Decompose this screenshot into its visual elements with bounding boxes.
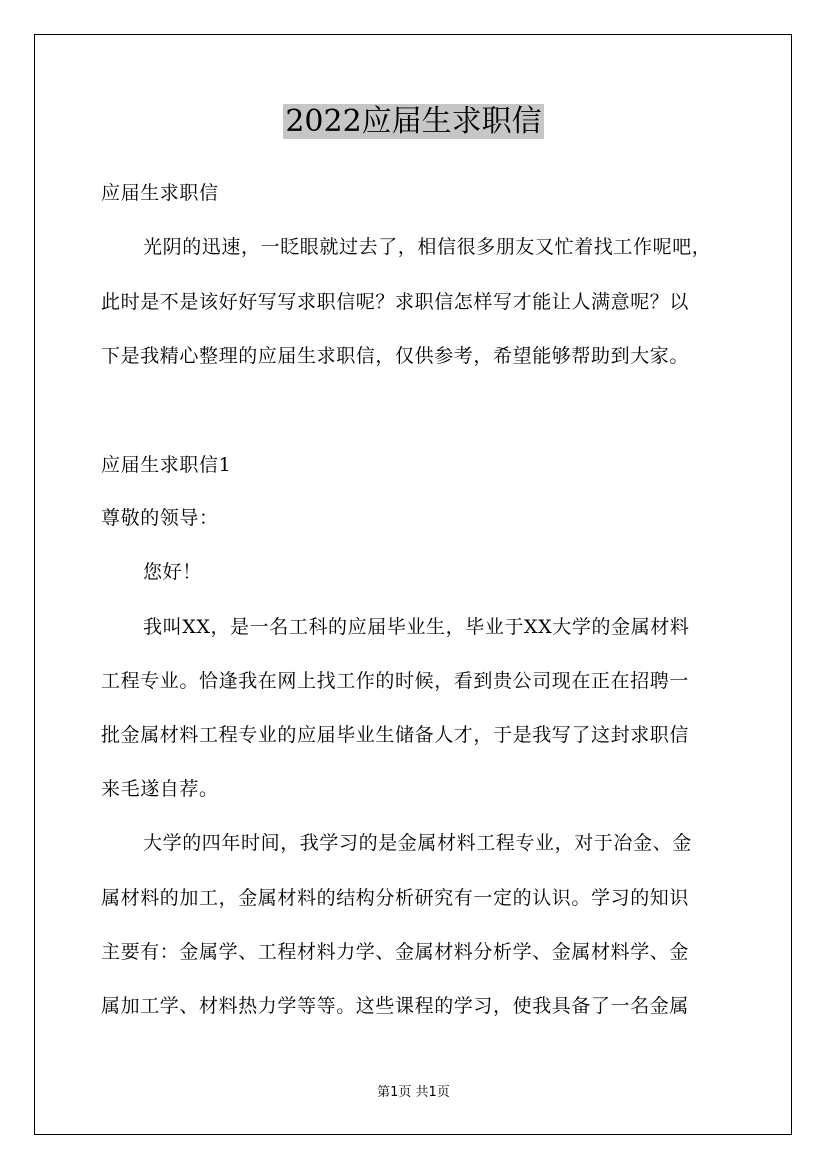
paragraph2-line-2: 属材料的加工，金属材料的结构分析研究有一定的认识。学习的知识 <box>101 887 690 909</box>
paragraph1-line-2: 工程专业。恰逢我在网上找工作的时候，看到贵公司现在正在招聘一 <box>101 670 690 692</box>
section-heading: 应届生求职信1 <box>101 454 232 476</box>
paragraph2-line-4: 属加工学、材料热力学等等。这些课程的学习，使我具备了一名金属 <box>101 995 690 1017</box>
intro-line-1: 光阴的迅速，一眨眼就过去了，相信很多朋友又忙着找工作呢吧， <box>143 236 712 258</box>
paragraph1-line-1: 我叫XX，是一名工科的应届毕业生，毕业于XX大学的金属材料 <box>143 616 690 638</box>
page-number: 第1页 共1页 <box>377 1085 450 1100</box>
paragraph1-line-4: 来毛遂自荐。 <box>101 778 219 800</box>
greeting: 您好！ <box>143 561 202 583</box>
paragraph1-line-3: 批金属材料工程专业的应届毕业生储备人才，于是我写了这封求职信 <box>101 724 690 746</box>
document-title-text: 2022应届生求职信 <box>285 104 542 139</box>
paragraph2-line-1: 大学的四年时间，我学习的是金属材料工程专业，对于冶金、金 <box>143 832 692 854</box>
document-title <box>0 100 827 144</box>
salutation: 尊敬的领导： <box>101 507 219 529</box>
paragraph2-line-3: 主要有：金属学、工程材料力学、金属材料分析学、金属材料学、金 <box>101 941 690 963</box>
subtitle: 应届生求职信 <box>101 182 219 204</box>
intro-line-3: 下是我精心整理的应届生求职信，仅供参考，希望能够帮助到大家。 <box>101 345 690 367</box>
intro-line-2: 此时是不是该好好写写求职信呢？求职信怎样写才能让人满意呢？以 <box>101 291 690 313</box>
